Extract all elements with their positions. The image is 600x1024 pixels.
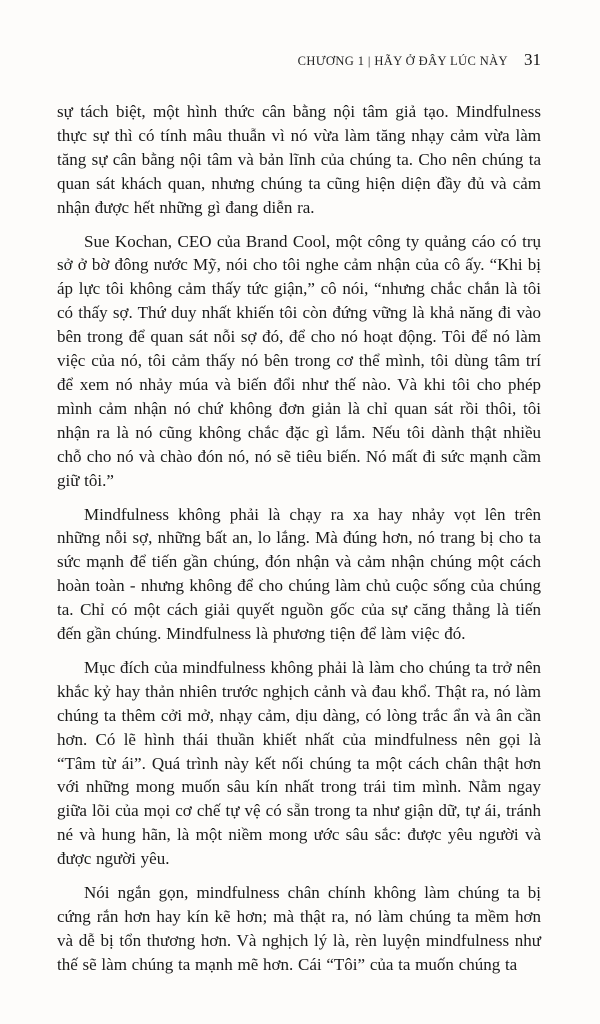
page-number: 31: [524, 50, 541, 69]
paragraph: Mindfulness không phải là chạy ra xa hay nhảy vọt lên trên những nỗi sợ, những bất an, lo lắng. Mà đúng hơn, nó trang bị cho ta sức mạnh để tiến gần chúng, đón nhận và cảm nhận chúng một cách hoàn toàn - nhưng không để cho chúng làm chủ cuộc sống của chúng ta. Chỉ có một cách giải quyết nguồn gốc của sự căng thẳng là tiến đến gần chúng. Mindfulness là phương tiện để làm việc đó.: [57, 504, 541, 644]
paragraph: Sue Kochan, CEO của Brand Cool, một công ty quảng cáo có trụ sở ở bờ đông nước Mỹ, nói cho tôi nghe cảm nhận của cô ấy. “Khi bị áp lực tôi không cảm thấy tức giận,” cô nói, “nhưng chắc chắn là tôi có thấy sợ. Thứ duy nhất khiến tôi còn đứng vững là khả năng đi vào bên trong để quan sát nỗi sợ đó, để cho nó hoạt động. Tôi để nó làm việc của nó, tôi cảm thấy nó bên trong cơ thể mình, tôi dùng tâm trí để xem nó nhảy múa và biến đổi như thế nào. Và khi tôi cho phép mình cảm nhận nó chứ không đơn giản là chỉ quan sát rồi thôi, tôi nhận ra là nó cũng không chắc đặc gì lắm. Nếu tôi dành thật nhiều chỗ cho nó và chào đón nó, nó sẽ tiêu biến. Nó mất đi sức mạnh cầm giữ tôi.”: [57, 231, 541, 490]
running-header-title: CHƯƠNG 1 | HÃY Ở ĐÂY LÚC NÀY: [297, 54, 508, 68]
paragraph-continuation: sự tách biệt, một hình thức cân bằng nội tâm giả tạo. Mindfulness thực sự thì có tính mâu thuẫn vì nó vừa làm tăng nhạy cảm vừa làm tăng sự cân bằng nội tâm và bản lĩnh của chúng ta. Cho nên chúng ta quan sát khách quan, nhưng chúng ta cũng hiện diện đầy đủ và cảm nhận được hết những gì đang diễn ra.: [57, 102, 541, 217]
paragraph: Mục đích của mindfulness không phải là làm cho chúng ta trở nên khắc kỷ hay thản nhiên trước nghịch cảnh và đau khổ. Thật ra, nó làm chúng ta thêm cởi mở, nhạy cảm, dịu dàng, có lòng trắc ẩn và ân cần hơn. Có lẽ hình thái thuần khiết nhất của mindfulness nên gọi là “Tâm từ ái”. Quá trình này kết nối chúng ta một cách chân thật hơn với những mong muốn sâu kín nhất trong trái tim mình. Nằm ngay giữa lõi của mọi cơ chế tự vệ có sẵn trong ta như giận dữ, tự ái, tránh né và hung hãn, là một niềm mong ước sâu sắc: được yêu người và được người yêu.: [57, 657, 541, 869]
paragraph: Nói ngắn gọn, mindfulness chân chính không làm chúng ta bị cứng rắn hơn hay kín kẽ hơn; mà thật ra, nó làm chúng ta mềm hơn và dễ bị tổn thương hơn. Và nghịch lý là, rèn luyện mindfulness như thế sẽ làm chúng ta mạnh mẽ hơn. Cái “Tôi” của ta muốn chúng ta: [57, 883, 541, 974]
body-text: [57, 100, 541, 977]
page-header: [57, 50, 541, 70]
